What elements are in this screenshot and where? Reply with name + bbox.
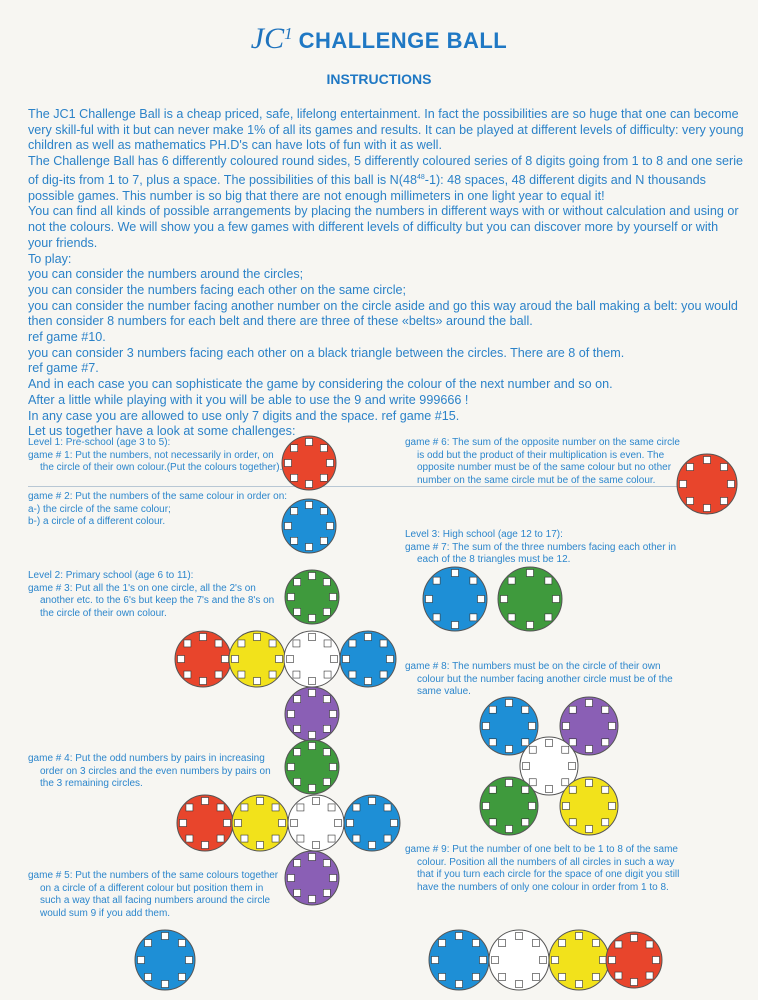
digit-tile (609, 803, 616, 810)
game-8-text: game # 8: The numbers must be on the circle of their own colour but the number facing another circle must be of the same value. (405, 661, 673, 698)
digit-tile (180, 820, 187, 827)
digit-tile (285, 523, 292, 530)
digit-tile (294, 749, 301, 756)
digit-tile (545, 577, 552, 584)
digit-tile (529, 723, 536, 730)
digit-tile (646, 941, 653, 948)
digit-tile (602, 706, 609, 713)
digit-tile (162, 981, 169, 988)
game-7-text: Level 3: High school (age 12 to 17): game # 7: The sum of the three numbers facing each other in each of the 8 triangles must be 12. (405, 529, 677, 566)
game-2-blue-circle (282, 499, 336, 553)
digit-tile (291, 508, 298, 515)
digit-tile (320, 445, 327, 452)
digit-tile (365, 634, 372, 641)
intro-paragraph: you can consider the numbers around the circles; (28, 267, 304, 282)
digit-tile (506, 826, 513, 833)
intro-paragraph: you can consider the number facing another number on the circle aside and go this way aroud the ball making a belt: you would then consider 8 numbers for each belt and there are three of these «belts» around the ball. (28, 298, 738, 329)
digit-tile (586, 700, 593, 707)
digit-tile (456, 933, 463, 940)
intro-paragraph: The JC1 Challenge Ball is a cheap priced, safe, lifelong entertainment. In fact the possibilities are so huge that one can become very skill-ful with it but can never make 1% of all its games and results. It can be played at different levels of difficulty: very young children as well as mathematics PH.D's can have lots of fun with it as well. (28, 107, 744, 153)
digit-tile (489, 786, 496, 793)
digit-tile (254, 634, 261, 641)
digit-tile (720, 497, 727, 504)
digit-tile (309, 690, 316, 697)
digit-tile (452, 622, 459, 629)
digit-tile (527, 570, 534, 577)
digit-tile (272, 804, 279, 811)
intro-paragraph: After a little while playing with it you will be able to use the 9 and write 999666 ! (28, 392, 469, 407)
game-6-text: game # 6: The sum of the opposite number on the same circle is odd but the product of their multiplication is even. The opposite number must be of the same colour but no other number on the same circle mut be of the same colour. (405, 437, 680, 486)
digit-tile (291, 537, 298, 544)
digit-tile (516, 981, 523, 988)
digit-tile (294, 725, 301, 732)
digit-tile (309, 743, 316, 750)
digit-tile (254, 678, 261, 685)
digit-tile (145, 973, 152, 980)
digit-tile (532, 940, 539, 947)
digit-tile (186, 804, 193, 811)
digit-tile (609, 723, 616, 730)
game-3-circle (285, 570, 339, 624)
digit-tile (546, 740, 553, 747)
game-1-red-circle (282, 436, 336, 490)
digit-tile (483, 723, 490, 730)
digit-tile (294, 579, 301, 586)
digit-tile (523, 763, 530, 770)
digit-tile (309, 785, 316, 792)
intro-paragraph: Let us together have a look at some challenges: (28, 424, 296, 439)
digit-tile (687, 464, 694, 471)
game-3-circle (284, 631, 340, 687)
digit-tile (306, 439, 313, 446)
digit-tile (186, 957, 193, 964)
digit-tile (279, 820, 286, 827)
game-5-blue-circle (135, 930, 195, 990)
digit-tile (291, 820, 298, 827)
game-4-circle (288, 795, 344, 851)
digit-tile (309, 615, 316, 622)
digit-tile (592, 940, 599, 947)
digit-tile (562, 779, 569, 786)
digit-tile (327, 460, 334, 467)
digit-tile (631, 979, 638, 986)
digit-tile (602, 786, 609, 793)
digit-tile (353, 835, 360, 842)
digit-tile (257, 842, 264, 849)
digit-tile (313, 798, 320, 805)
game-4-circle (344, 795, 400, 851)
digit-tile (569, 763, 576, 770)
game-4-text: game # 4: Put the odd numbers by pairs in increasing order on 3 circles and the even numbers by pairs on the 3 remaining circles. (28, 753, 271, 790)
digit-tile (178, 940, 185, 947)
digit-tile (294, 778, 301, 785)
digit-tile (320, 474, 327, 481)
digit-tile (586, 826, 593, 833)
intro-paragraph: ref game #10. (28, 330, 106, 345)
digit-tile (432, 957, 439, 964)
digit-tile (522, 819, 529, 826)
game-9-circle (606, 932, 662, 988)
digit-tile (489, 739, 496, 746)
digit-tile (501, 596, 508, 603)
intro-paragraph: you can consider the numbers facing each other on the same circle; (28, 282, 407, 297)
digit-tile (369, 798, 376, 805)
digit-tile (291, 474, 298, 481)
digit-tile (178, 973, 185, 980)
digit-tile (202, 798, 209, 805)
digit-tile (483, 803, 490, 810)
digit-tile (309, 854, 316, 861)
digit-tile (320, 508, 327, 515)
intro-paragraph: In any case you are allowed to use only 7 digits and the space. ref game #15. (28, 408, 460, 423)
instructions-heading: INSTRUCTIONS (326, 71, 432, 87)
digit-tile (439, 973, 446, 980)
digit-tile (306, 502, 313, 509)
digit-tile (217, 804, 224, 811)
game-9-circle (489, 930, 549, 990)
digit-tile (384, 835, 391, 842)
digit-tile (653, 957, 660, 964)
digit-tile (439, 940, 446, 947)
digit-tile (480, 957, 487, 964)
digit-tile (306, 481, 313, 488)
digit-tile (576, 981, 583, 988)
digit-tile (323, 889, 330, 896)
digit-tile (559, 940, 566, 947)
digit-tile (276, 656, 283, 663)
intro-paragraph: To play: (28, 251, 72, 266)
digit-tile (615, 972, 622, 979)
game-3-circle (340, 631, 396, 687)
digit-tile (522, 786, 529, 793)
digit-tile (222, 656, 229, 663)
digit-tile (586, 780, 593, 787)
digit-tile (235, 820, 242, 827)
digit-tile (452, 570, 459, 577)
level-3-label: Level 3: (405, 529, 441, 540)
game-4-circle (285, 851, 339, 905)
game-4-circle (285, 740, 339, 794)
digit-tile (569, 819, 576, 826)
digit-tile (215, 671, 222, 678)
digit-tile (720, 464, 727, 471)
digit-tile (631, 935, 638, 942)
digit-tile (687, 497, 694, 504)
digit-tile (499, 973, 506, 980)
digit-tile (293, 640, 300, 647)
digit-tile (269, 640, 276, 647)
digit-tile (288, 875, 295, 882)
digit-tile (508, 577, 515, 584)
digit-tile (704, 505, 711, 512)
digit-tile (546, 786, 553, 793)
digit-tile (330, 711, 337, 718)
digit-tile (306, 544, 313, 551)
digit-tile (569, 739, 576, 746)
digit-tile (586, 746, 593, 753)
digit-tile (492, 957, 499, 964)
digit-tile (224, 820, 231, 827)
game-1-text: Level 1: Pre-school (age 3 to 5): game # 1: Put the numbers, not necessarily in order, on the circle of their own colour.(Put the colours together). (28, 437, 283, 474)
digit-tile (285, 460, 292, 467)
digit-tile (323, 725, 330, 732)
digit-tile (272, 835, 279, 842)
digit-tile (472, 973, 479, 980)
digit-tile (324, 640, 331, 647)
digit-tile (609, 957, 616, 964)
digit-tile (294, 889, 301, 896)
digit-tile (288, 594, 295, 601)
digit-tile (184, 671, 191, 678)
digit-tile (562, 746, 569, 753)
digit-tile (527, 622, 534, 629)
digit-tile (508, 614, 515, 621)
digit-tile (680, 481, 687, 488)
digit-tile (563, 803, 570, 810)
digit-tile (327, 523, 334, 530)
digit-tile (184, 640, 191, 647)
digit-tile (293, 671, 300, 678)
game-3-text: Level 2: Primary school (age 6 to 11): game # 3: Put all the 1's on one circle, all the 2's on another etc. to the 6's but keep the 7's and the 8's on the circle of their own colour. (28, 570, 275, 619)
title-text: CHALLENGE BALL (298, 28, 508, 53)
digit-tile (202, 842, 209, 849)
digit-tile (288, 711, 295, 718)
digit-tile (257, 798, 264, 805)
digit-tile (309, 678, 316, 685)
intro-paragraph: The Challenge Ball has 6 differently coloured round sides, 5 differently coloured series of 8 digits going from 1 to 8 and one serie of dig-its from 1 to 7, plus a space. The possibilities of this ball is $N(48^{48}-1)$: 48 spaces, 48 different digits and N thousands possible games. This number is so big that there are not enough millimeters in one light year to equal it! (28, 154, 744, 203)
game-8-circle (480, 777, 538, 835)
digit-tile (217, 835, 224, 842)
digit-tile (200, 634, 207, 641)
game-9-circle (549, 930, 609, 990)
digit-tile (529, 746, 536, 753)
digit-tile (324, 671, 331, 678)
digit-tile (559, 973, 566, 980)
digit-tile (540, 957, 547, 964)
digit-tile (215, 640, 222, 647)
digit-tile (516, 933, 523, 940)
digit-tile (323, 579, 330, 586)
game-7-circle (498, 567, 562, 631)
digit-tile (615, 941, 622, 948)
digit-tile (569, 786, 576, 793)
game-4-circle (177, 795, 233, 851)
digit-tile (576, 933, 583, 940)
digit-tile (330, 764, 337, 771)
game-3-circle (229, 631, 285, 687)
digit-tile (323, 749, 330, 756)
digit-tile (545, 614, 552, 621)
digit-tile (343, 656, 350, 663)
digit-tile (553, 596, 560, 603)
digit-tile (330, 594, 337, 601)
digit-tile (232, 656, 239, 663)
game-9-text: game # 9: Put the number of one belt to be 1 to 8 of the same colour. Position all the numbers of all circles in such a way that if you turn each circle for the space of one digit you still have the numbers of only one colour in order from 1 to 8. (405, 844, 680, 893)
digit-tile (489, 706, 496, 713)
digit-tile (238, 671, 245, 678)
digit-tile (646, 972, 653, 979)
digit-tile (294, 860, 301, 867)
intro-paragraph: you can consider 3 numbers facing each other on a black triangle between the circles. There are 8 of them. (28, 345, 625, 360)
digit-tile (323, 860, 330, 867)
digit-tile (470, 577, 477, 584)
digit-tile (529, 779, 536, 786)
digit-tile (186, 835, 193, 842)
digit-tile (391, 820, 398, 827)
digit-tile (499, 940, 506, 947)
digit-tile (294, 608, 301, 615)
digit-tile (369, 842, 376, 849)
digit-tile (552, 957, 559, 964)
digit-tile (349, 640, 356, 647)
game-7-circle (423, 567, 487, 631)
digit-tile (529, 803, 536, 810)
level-2-label: Level 2: (28, 570, 64, 581)
digit-tile (287, 656, 294, 663)
digit-tile (238, 640, 245, 647)
digit-tile (162, 933, 169, 940)
digit-tile (433, 577, 440, 584)
digit-tile (241, 804, 248, 811)
digit-tile (472, 940, 479, 947)
digit-tile (506, 746, 513, 753)
digit-tile (602, 739, 609, 746)
digit-tile (506, 780, 513, 787)
intro-paragraph: And in each case you can sophisticate the game by considering the colour of the next number and so on. (28, 377, 613, 392)
digit-tile (309, 634, 316, 641)
digit-tile (522, 739, 529, 746)
digit-tile (489, 819, 496, 826)
level-1-label: Level 1: (28, 437, 64, 448)
digit-tile (294, 696, 301, 703)
digit-tile (470, 614, 477, 621)
digit-tile (532, 973, 539, 980)
jc1-logo: $JC^1$ (250, 22, 293, 55)
digit-tile (728, 481, 735, 488)
digit-tile (313, 842, 320, 849)
game-8-circle (560, 777, 618, 835)
digit-tile (353, 804, 360, 811)
digit-tile (309, 896, 316, 903)
digit-tile (328, 804, 335, 811)
digit-tile (309, 573, 316, 580)
game-4-circle (232, 795, 288, 851)
digit-tile (380, 671, 387, 678)
digit-tile (426, 596, 433, 603)
game-2-text: game # 2: Put the numbers of the same colour in order on: a-) the circle of the same colour; b-) a circle of a different colour. (28, 491, 288, 528)
digit-tile (138, 957, 145, 964)
digit-tile (297, 804, 304, 811)
digit-tile (569, 706, 576, 713)
digit-tile (288, 764, 295, 771)
digit-tile (269, 671, 276, 678)
digit-tile (330, 875, 337, 882)
intro-paragraph: You can find all kinds of possible arrangements by placing the numbers in different ways with or without calculation and using or not the colours. We will show you a few games with different levels of difficulty but you can discover more by yourself or with your friends. (28, 204, 739, 250)
digit-tile (365, 678, 372, 685)
digit-tile (592, 973, 599, 980)
digit-tile (320, 537, 327, 544)
digit-tile (704, 457, 711, 464)
digit-tile (323, 778, 330, 785)
digit-tile (522, 706, 529, 713)
digit-tile (200, 678, 207, 685)
digit-tile (309, 732, 316, 739)
intro-paragraph: ref game #7. (28, 361, 99, 376)
digit-tile (380, 640, 387, 647)
digit-tile (347, 820, 354, 827)
digit-tile (456, 981, 463, 988)
digit-tile (331, 656, 338, 663)
digit-tile (506, 700, 513, 707)
game-3-circle (285, 687, 339, 741)
game-5-text: game # 5: Put the numbers of the same colours together on a circle of a different colour but position them in such a way that all facing numbers around the circle would sum 9 if you add them. (28, 870, 279, 919)
game-9-circle (429, 930, 489, 990)
game-6-red-circle (677, 454, 737, 514)
digit-tile (478, 596, 485, 603)
digit-tile (563, 723, 570, 730)
digit-tile (323, 696, 330, 703)
digit-tile (600, 957, 607, 964)
digit-tile (433, 614, 440, 621)
digit-tile (297, 835, 304, 842)
digit-tile (602, 819, 609, 826)
digit-tile (323, 608, 330, 615)
digit-tile (145, 940, 152, 947)
digit-tile (335, 820, 342, 827)
digit-tile (387, 656, 394, 663)
digit-tile (241, 835, 248, 842)
digit-tile (328, 835, 335, 842)
game-3-circle (175, 631, 231, 687)
digit-tile (349, 671, 356, 678)
digit-tile (178, 656, 185, 663)
digit-tile (384, 804, 391, 811)
digit-tile (291, 445, 298, 452)
